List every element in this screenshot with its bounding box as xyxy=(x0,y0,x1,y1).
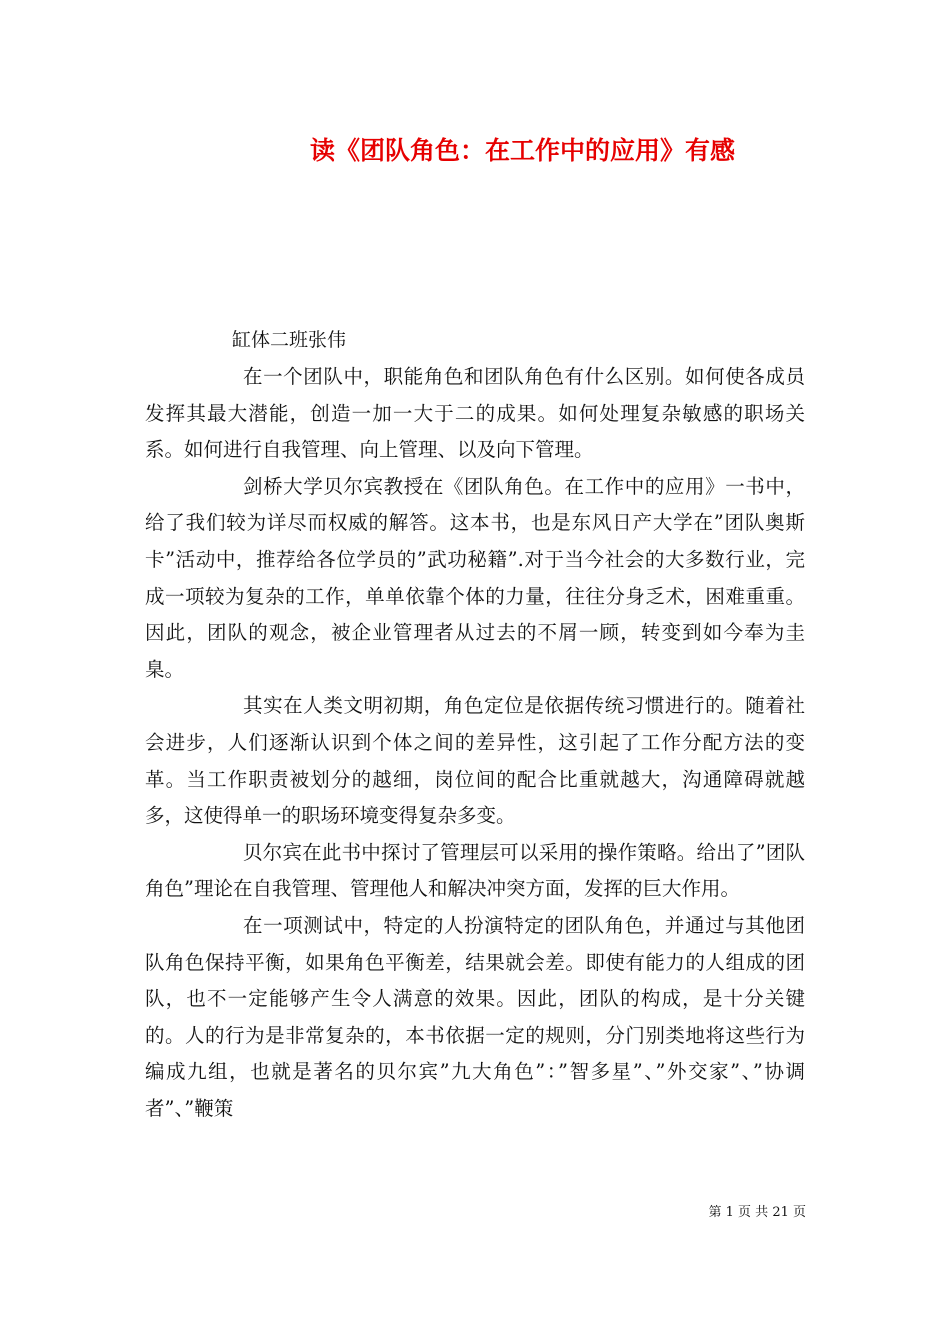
paragraph: 其实在人类文明初期，角色定位是依据传统习惯进行的。随着社会进步，人们逐渐认识到个体之间的差异性，这引起了工作分配方法的变革。当工作职责被划分的越细，岗位间的配合比重就越大，沟通障碍就越多，这使得单一的职场环境变得复杂多变。 xyxy=(145,694,805,828)
paragraph: 在一项测试中，特定的人扮演特定的团队角色，并通过与其他团队角色保持平衡，如果角色平衡差，结果就会差。即使有能力的人组成的团队，也不一定能够产生令人满意的效果。因此，团队的构成，是十分关键的。人的行为是非常复杂的，本书依据一定的规则，分门别类地将这些行为编成九组，也就是著名的贝尔宾”九大角色”：”智多星”、”外交家”、”协调者”、”鞭策 xyxy=(145,913,805,1120)
author-line: 缸体二班张伟 xyxy=(232,329,347,351)
paragraph: 贝尔宾在此书中探讨了管理层可以采用的操作策略。给出了”团队角色”理论在自我管理、管理他人和解决冲突方面，发挥的巨大作用。 xyxy=(145,840,805,901)
paragraph: 在一个团队中，职能角色和团队角色有什么区别。如何使各成员发挥其最大潜能，创造一加一大于二的成果。如何处理复杂敏感的职场关系。如何进行自我管理、向上管理、以及向下管理。 xyxy=(145,365,805,462)
document-body xyxy=(145,359,805,1127)
page-footer: 第 1 页 共 21 页 xyxy=(708,1205,806,1220)
document-title: 读《团队角色：在工作中的应用》有感 xyxy=(309,136,735,165)
paragraph: 剑桥大学贝尔宾教授在《团队角色。在工作中的应用》一书中，给了我们较为详尽而权威的解答。这本书，也是东风日产大学在”团队奥斯卡”活动中，推荐给各位学员的”武功秘籍”.对于当今社会的大多数行业，完成一项较为复杂的工作，单单依靠个体的力量，往往分身乏术，困难重重。因此，团队的观念，被企业管理者从过去的不屑一顾，转变到如今奉为圭臬。 xyxy=(145,474,805,681)
